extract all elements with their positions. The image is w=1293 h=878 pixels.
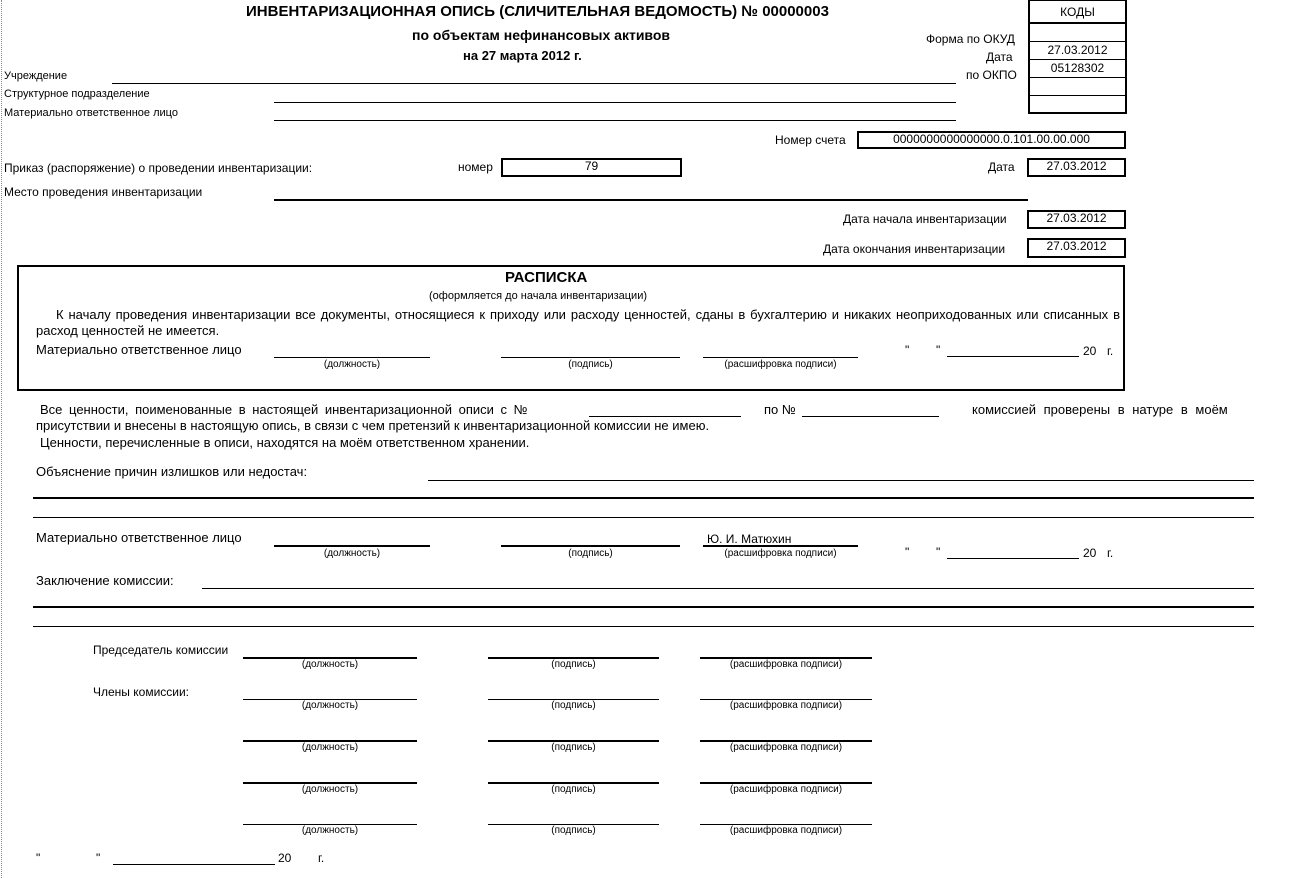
conclusion-line-1 — [202, 588, 1254, 589]
receipt-position-caption: (должность) — [323, 359, 381, 370]
statement-line2: присутствии и внесены в настоящую опись, в связи с чем претензий к инвентаризационной комиссии не имею. — [36, 418, 710, 433]
chair-position-caption: (должность) — [301, 659, 359, 670]
responsible2-date-g: г. — [1107, 546, 1114, 560]
subdivision-label: Структурное подразделение — [4, 88, 150, 100]
member2-decoding-caption: (расшифровка подписи) — [729, 742, 843, 753]
responsible2-position-caption: (должность) — [323, 548, 381, 559]
responsible2-signature-line — [501, 545, 680, 547]
page-left-border — [1, 0, 2, 878]
subdivision-line — [274, 102, 956, 103]
receipt-signature-line — [501, 357, 680, 358]
receipt-decoding-line — [703, 357, 858, 358]
member1-signature-caption: (подпись) — [551, 700, 596, 711]
receipt-date-quote-open: " — [905, 343, 910, 357]
member2-position-caption: (должность) — [301, 742, 359, 753]
okud-value — [1030, 24, 1125, 42]
chair-label: Председатель комиссии — [93, 643, 229, 657]
statement-part1: Все ценности, поименованные в настоящей инвентаризационной описи с № — [40, 402, 528, 417]
order-label: Приказ (распоряжение) о проведении инвентаризации: — [4, 161, 313, 175]
date-label: Дата — [986, 50, 1013, 64]
responsible2-label: Материально ответственное лицо — [36, 530, 242, 545]
statement-line3: Ценности, перечисленные в описи, находятся на моём ответственном хранении. — [40, 435, 530, 450]
receipt-decoding-caption: (расшифровка подписи) — [724, 359, 837, 370]
responsible2-decoding-caption: (расшифровка подписи) — [724, 548, 837, 559]
account-label: Номер счета — [775, 133, 846, 147]
responsible2-date-year: 20 — [1083, 546, 1097, 560]
place-line — [274, 199, 1028, 201]
code-empty-1 — [1030, 78, 1125, 96]
member1-position-caption: (должность) — [301, 700, 359, 711]
responsible2-quote-open: " — [905, 545, 910, 559]
receipt-position-line — [274, 357, 430, 358]
chair-signature-caption: (подпись) — [551, 659, 596, 670]
members-label: Члены комиссии: — [93, 685, 190, 699]
receipt-date-g: г. — [1107, 344, 1114, 358]
document-subtitle: по объектам нефинансовых активов — [412, 27, 671, 43]
order-date-value: 27.03.2012 — [1027, 158, 1126, 177]
responsible2-position-line — [274, 545, 430, 547]
receipt-date-year: 20 — [1083, 344, 1097, 358]
account-value: 0000000000000000.0.101.00.00.000 — [857, 131, 1126, 149]
responsible2-decoding-line — [703, 545, 858, 547]
statement-from-line — [589, 416, 741, 417]
member4-signature-caption: (подпись) — [551, 825, 596, 836]
member4-position-caption: (должность) — [301, 825, 359, 836]
document-title: ИНВЕНТАРИЗАЦИОННАЯ ОПИСЬ (СЛИЧИТЕЛЬНАЯ ВЕДОМОСТЬ) № 00000003 — [246, 3, 829, 20]
codes-header: КОДЫ — [1030, 0, 1125, 24]
responsible-label: Материально ответственное лицо — [4, 107, 178, 119]
chair-decoding-caption: (расшифровка подписи) — [729, 659, 843, 670]
final-date-g: г. — [318, 851, 325, 865]
receipt-note: (оформляется до начала инвентаризации) — [429, 290, 648, 302]
statement-to-line — [802, 416, 939, 417]
receipt-title: РАСПИСКА — [505, 269, 588, 286]
statement-part3: комиссией проверены в натуре в моём — [972, 402, 1228, 417]
final-date-year: 20 — [278, 851, 292, 865]
receipt-text: К началу проведения инвентаризации все документы, относящиеся к приходу или расходу ценностей, сданы в бухгалтерию и никаких неоприходованных или списанных в расход ценностей не имеется. — [36, 307, 1120, 338]
explanation-line-3 — [33, 517, 1254, 518]
explanation-line-2 — [33, 497, 1254, 499]
order-number-label: номер — [458, 160, 493, 174]
receipt-signature-caption: (подпись) — [568, 359, 613, 370]
receipt-date-quote-close: " — [936, 343, 941, 357]
member2-signature-caption: (подпись) — [551, 742, 596, 753]
okpo-value: 05128302 — [1030, 60, 1125, 78]
institution-label: Учреждение — [4, 70, 68, 82]
statement-part2: по № — [764, 402, 796, 417]
member4-decoding-caption: (расшифровка подписи) — [729, 825, 843, 836]
okud-label: Форма по ОКУД — [926, 32, 1015, 46]
end-value: 27.03.2012 — [1027, 238, 1126, 258]
conclusion-line-2 — [33, 606, 1254, 608]
final-date-line — [113, 864, 275, 865]
member1-decoding-caption: (расшифровка подписи) — [729, 700, 843, 711]
date-value: 27.03.2012 — [1030, 42, 1125, 60]
end-label: Дата окончания инвентаризации — [823, 242, 1006, 256]
responsible2-signature-caption: (подпись) — [568, 548, 613, 559]
final-quote-open: " — [36, 851, 41, 865]
final-quote-close: " — [96, 851, 101, 865]
order-number-value: 79 — [501, 158, 682, 177]
institution-line — [112, 83, 956, 84]
codes-table — [1028, 0, 1127, 114]
member3-signature-caption: (подпись) — [551, 784, 596, 795]
place-label: Место проведения инвентаризации — [4, 185, 203, 199]
code-empty-2 — [1030, 96, 1125, 114]
conclusion-line-3 — [33, 626, 1254, 627]
receipt-date-line — [947, 356, 1079, 357]
start-value: 27.03.2012 — [1027, 210, 1126, 229]
document-date-line: на 27 марта 2012 г. — [463, 48, 582, 63]
okpo-label: по ОКПО — [966, 68, 1017, 82]
receipt-responsible-label: Материально ответственное лицо — [36, 342, 242, 357]
start-label: Дата начала инвентаризации — [843, 212, 1007, 226]
member3-position-caption: (должность) — [301, 784, 359, 795]
responsible2-quote-close: " — [936, 545, 941, 559]
explanation-line-1 — [428, 480, 1254, 481]
responsible2-name: Ю. И. Матюхин — [707, 532, 792, 546]
responsible2-date-line — [947, 558, 1079, 559]
responsible-line — [274, 120, 956, 121]
explanation-label: Объяснение причин излишков или недостач: — [36, 464, 308, 479]
order-date-label: Дата — [988, 160, 1015, 174]
conclusion-label: Заключение комиссии: — [36, 573, 174, 588]
member3-decoding-caption: (расшифровка подписи) — [729, 784, 843, 795]
